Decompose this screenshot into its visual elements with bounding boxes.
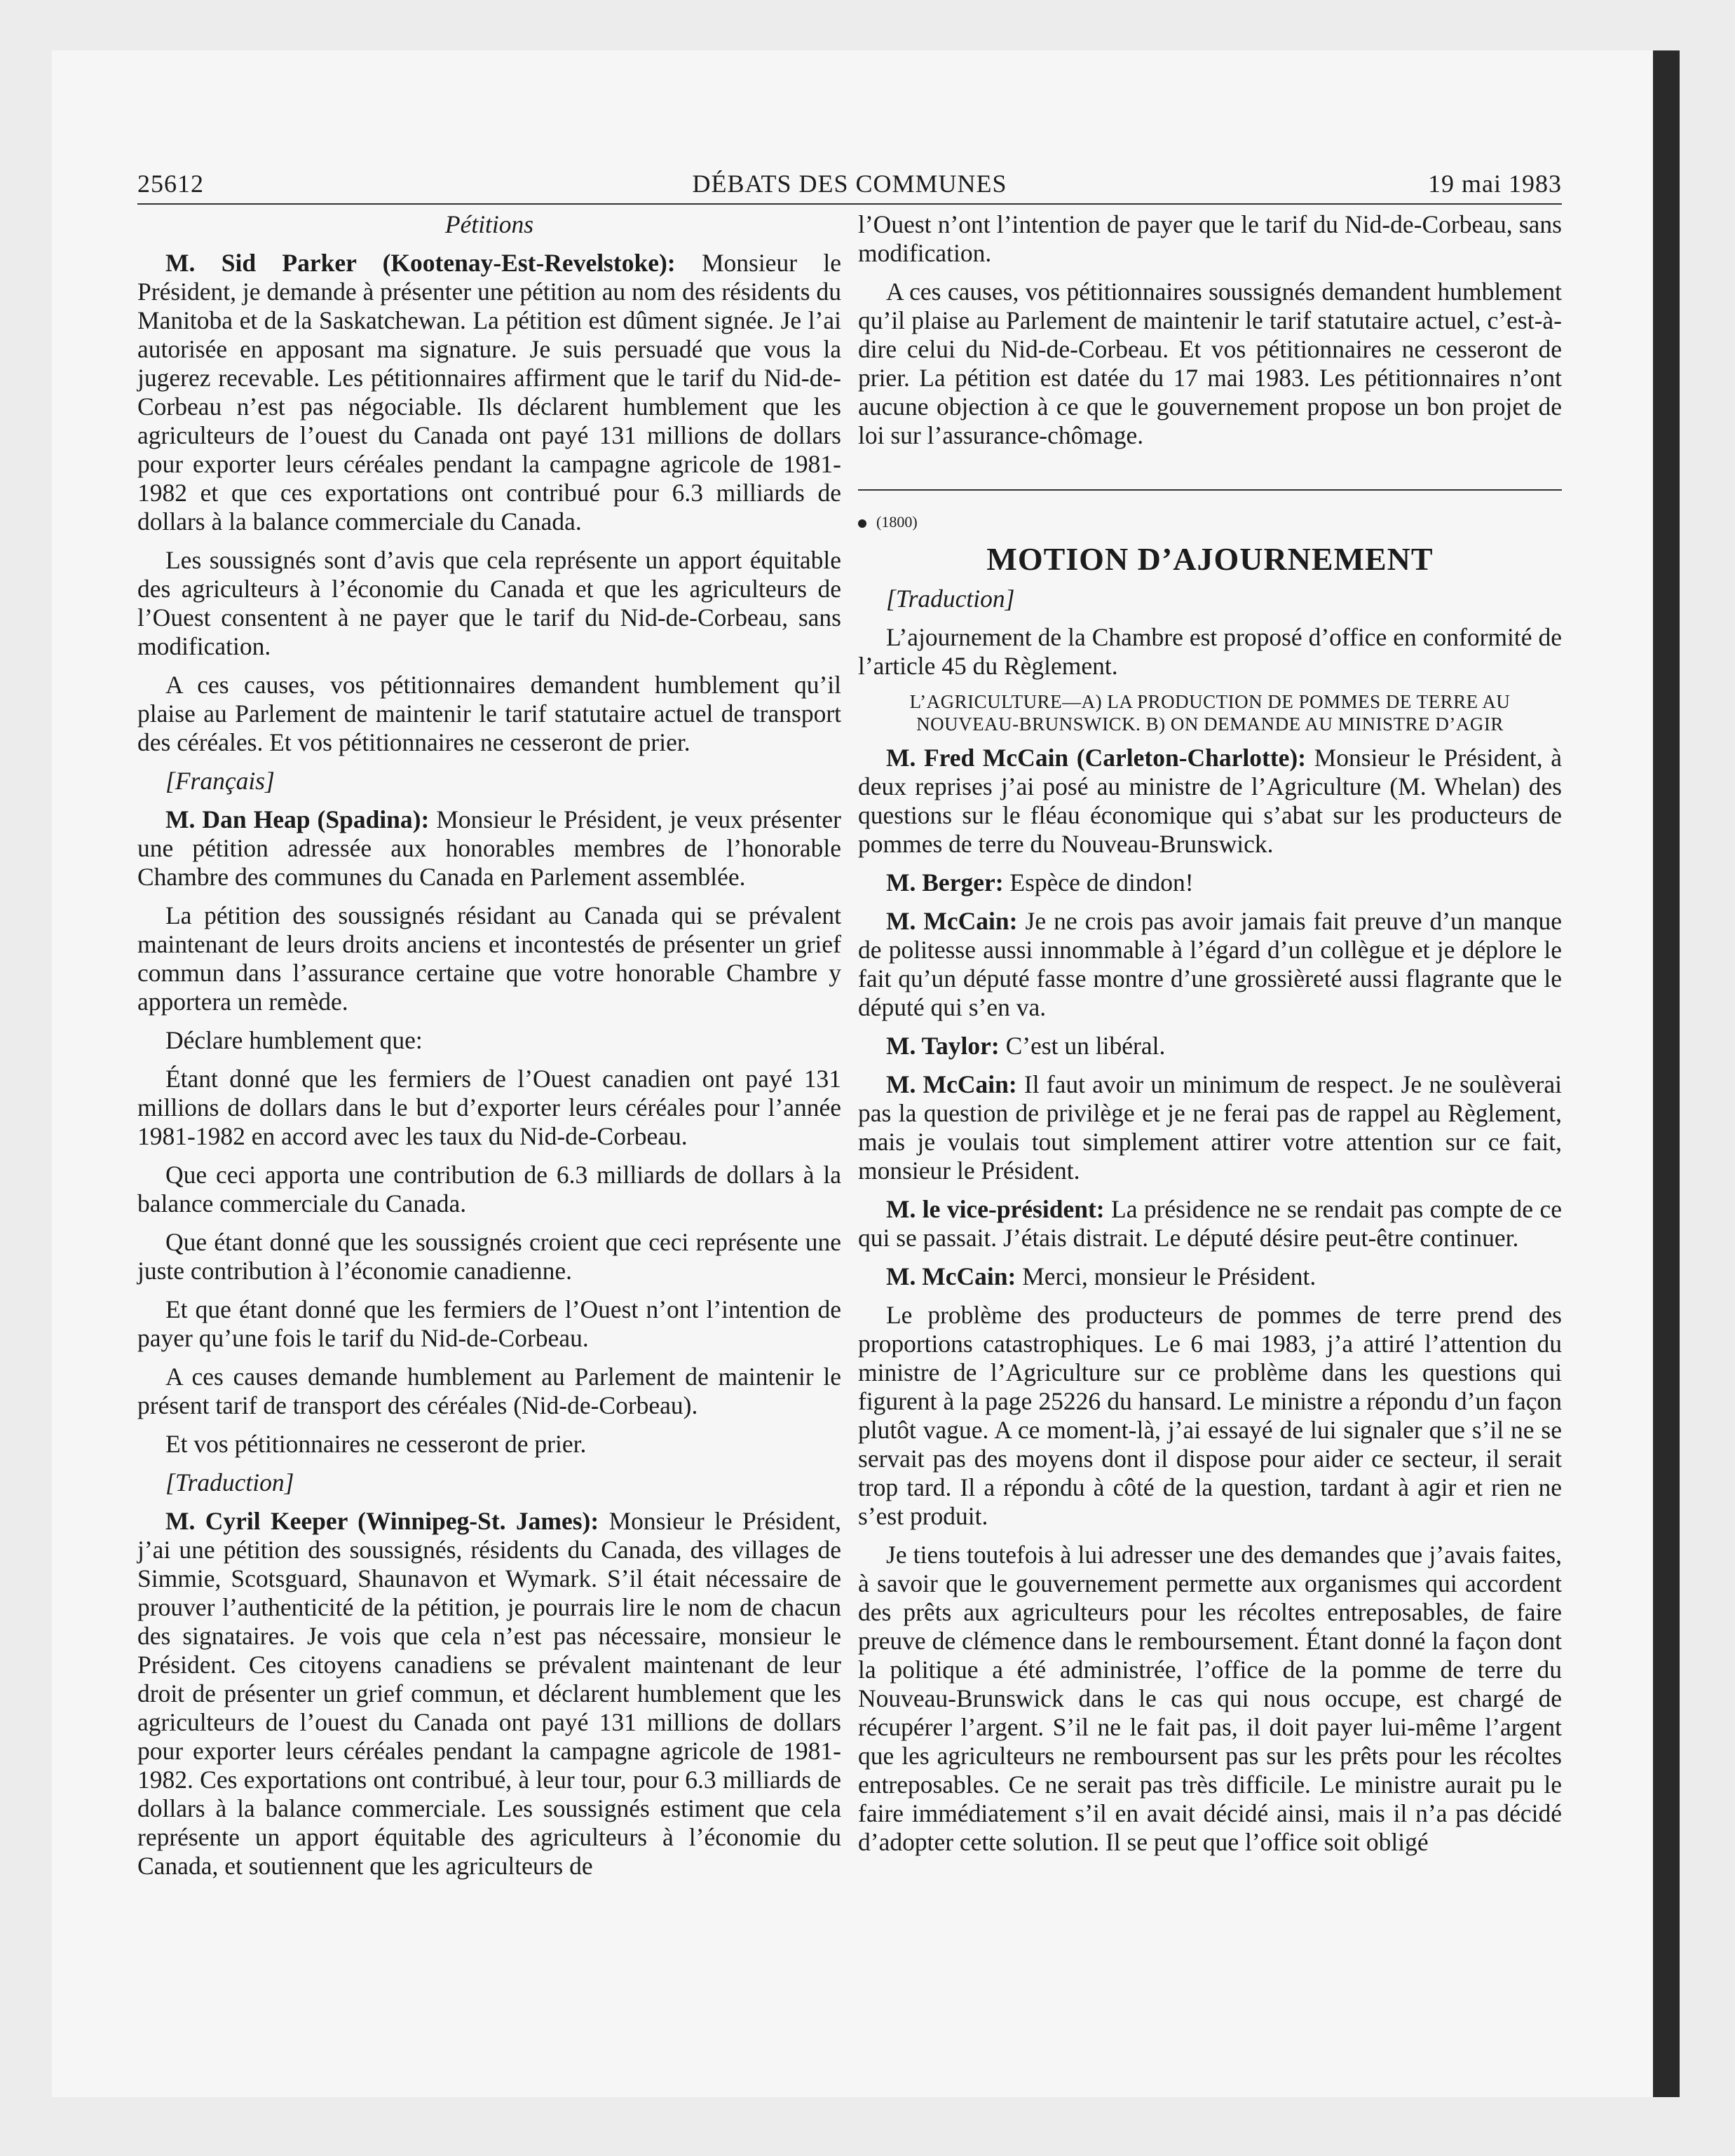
speech-text: Monsieur le Président, je veux présenter une pétition adressée aux honorables membres de l’honorable Chambre des communes du Canada en Parlement assemblée.: [137, 805, 841, 891]
paragraph: L’ajournement de la Chambre est proposé d’office en conformité de l’article 45 du Règlement.: [858, 623, 1562, 680]
section-rule: [858, 489, 1562, 491]
page-date: 19 mai 1983: [1428, 170, 1562, 198]
paragraph: Les soussignés sont d’avis que cela représente un apport équitable des agriculteurs à l’économie du Canada et que les agriculteurs de l’Ouest consentent à ne payer que le tarif du Nid-de-Corbeau, sans modification.: [137, 546, 841, 660]
publication-title: DÉBATS DES COMMUNES: [692, 170, 1007, 198]
paragraph: Et que étant donné que les fermiers de l’Ouest n’ont l’intention de payer qu’une fois le tarif du Nid-de-Corbeau.: [137, 1295, 841, 1352]
speech-text: Espèce de dindon!: [1003, 868, 1194, 896]
paragraph: A ces causes, vos pétitionnaires demandent humblement qu’il plaise au Parlement de maintenir le tarif statutaire actuel de transport des céréales. Et vos pétitionnaires ne cesseront de prier.: [137, 671, 841, 756]
speaker-name: M. Taylor:: [886, 1032, 1000, 1060]
paragraph: [858, 1070, 1562, 1185]
paragraph: Déclare humblement que:: [165, 1026, 423, 1054]
paragraph: [137, 1507, 841, 1881]
paragraph: l’Ouest n’ont l’intention de payer que le tarif du Nid-de-Corbeau, sans modification.: [858, 210, 1562, 267]
paragraph: Je tiens toutefois à lui adresser une des demandes que j’avais faites, à savoir que le gouvernement permette aux organismes qui accordent des prêts aux agriculteurs pour les récoltes entreposables, de faire preuve de clémence dans le remboursement. Étant donné la façon dont la politique a été administrée, l’office de la pomme de terre du Nouveau-Brunswick dans le cas qui nous occupe, est chargé de récupérer l’argent. S’il ne le fait pas, il doit payer lui-même l’argent que les agriculteurs ne remboursent pas sur les prêts pour les récoltes entreposables. Ce ne serait pas très difficile. Le ministre aurait pu le faire immédiatement s’il en avait décidé ainsi, mais il n’a pas décidé d’adopter cette solution. Il se peut que l’office soit obligé: [858, 1541, 1562, 1856]
speaker-name: M. Sid Parker (Kootenay-Est-Revelstoke):: [165, 249, 676, 277]
speech-text: La présidence ne se rendait pas compte de ce qui se passait. J’étais distrait. Le député désire peut-être continuer.: [858, 1195, 1562, 1252]
paragraph: Et vos pétitionnaires ne cesseront de prier.: [165, 1430, 587, 1458]
paragraph: A ces causes, vos pétitionnaires soussignés demandent humblement qu’il plaise au Parlement de maintenir le tarif statutaire actuel, c’est-à-dire celui du Nid-de-Corbeau. Et vos pétitionnaires ne cesseront de prier. La pétition est datée du 17 mai 1983. Les pétitionnaires n’ont aucune objection à ce que le gouvernement propose un bon projet de loi sur l’assurance-chômage.: [858, 278, 1562, 449]
paragraph: [858, 1262, 1562, 1291]
header-rule: [137, 203, 1562, 205]
paragraph: [858, 907, 1562, 1022]
paragraph: [858, 744, 1562, 859]
language-tag: [Traduction]: [886, 585, 1015, 613]
subject-heading: [858, 690, 1562, 735]
paragraph: La pétition des soussignés résidant au Canada qui se prévalent maintenant de leurs droits anciens et incontestés de présenter un grief commun dans l’assurance certaine que votre honorable Chambre y apportera un remède.: [137, 901, 841, 1016]
speaker-name: M. McCain:: [886, 907, 1018, 935]
section-heading: Pétitions: [444, 210, 534, 238]
paragraph: Que ceci apporta une contribution de 6.3 milliards de dollars à la balance commerciale du Canada.: [137, 1161, 841, 1217]
scan-edge-shadow: [1653, 50, 1680, 2097]
speaker-name: M. Cyril Keeper (Winnipeg-St. James):: [165, 1507, 599, 1535]
speech-text: Il faut avoir un minimum de respect. Je ne soulèverai pas la question de privilège et je ne ferai pas de rappel au Règlement, mais je voulais tout simplement attirer votre attention sur ce fait, monsieur le Président.: [858, 1070, 1562, 1185]
paragraph: A ces causes demande humblement au Parlement de maintenir le présent tarif de transport des céréales (Nid-de-Corbeau).: [137, 1363, 841, 1419]
paragraph: Que étant donné que les soussignés croient que ceci représente une juste contribution à l’économie canadienne.: [137, 1228, 841, 1285]
paragraph: [858, 1032, 1562, 1060]
speaker-name: M. McCain:: [886, 1262, 1016, 1290]
speech-text: Monsieur le Président, à deux reprises j’ai posé au ministre de l’Agriculture (M. Whelan) des questions sur le fléau économique qui s’abat sur les producteurs de pommes de terre du Nouveau-Brunswick.: [858, 744, 1562, 858]
paragraph: [137, 805, 841, 892]
page-number: 25612: [137, 170, 204, 198]
speech-text: Monsieur le Président, je demande à présenter une pétition au nom des résidents du Manitoba et de la Saskatchewan. La pétition est dûment signée. Je l’ai autorisée en apposant ma signature. Je suis persuadé que vous la jugerez recevable. Les pétitionnaires affirment que le tarif du Nid-de-Corbeau n’est pas négociable. Ils déclarent humblement que les agriculteurs de l’ouest du Canada ont payé 131 millions de dollars pour exporter leurs céréales pendant la campagne agricole de 1981-1982 et que ces exportations ont contribué pour 6.3 milliards de dollars à la balance commerciale du Canada.: [137, 249, 841, 535]
paragraph: [858, 868, 1562, 897]
language-tag: [Français]: [165, 767, 275, 795]
right-column: [858, 210, 1562, 1867]
speech-text: Je ne crois pas avoir jamais fait preuve d’un manque de politesse aussi innommable à l’égard d’un collègue et je déplore le fait qu’un député fasse montre d’une grossièreté aussi flagrante que le député qui s’en va.: [858, 907, 1562, 1021]
language-tag: [Traduction]: [165, 1468, 294, 1496]
paragraph: [137, 249, 841, 536]
speech-text: Merci, monsieur le Président.: [1016, 1262, 1316, 1290]
time-marker: [858, 512, 1562, 533]
speaker-name: M. Berger:: [886, 868, 1004, 896]
time-marker-text: (1800): [876, 513, 918, 531]
speaker-name: M. Dan Heap (Spadina):: [165, 805, 430, 833]
paragraph: [858, 1195, 1562, 1253]
speech-text: Monsieur le Président, j’ai une pétition des soussignés, résidents du Canada, des villages de Simmie, Scotsguard, Shaunavon et Wymark. S’il était nécessaire de prouver l’authenticité de la pétition, je pourrais lire le nom de chacun des signataires. Je vois que cela n’est pas nécessaire, monsieur le Président. Ces citoyens canadiens se prévalent maintenant de leur droit de présenter un grief commun, et déclarent humblement que les agriculteurs de l’ouest du Canada ont payé 131 millions de dollars pour exporter leurs céréales pendant la campagne agricole de 1981-1982. Ces exportations ont contribué, à leur tour, pour 6.3 milliards de dollars à la balance commerciale. Les soussignés estiment que cela représente un apport équitable des agriculteurs à l’économie du Canada, et soutiennent que les agriculteurs de: [137, 1507, 841, 1880]
speaker-name: M. McCain:: [886, 1070, 1017, 1098]
speaker-name: M. Fred McCain (Carleton-Charlotte):: [886, 744, 1307, 772]
speaker-name: M. le vice-président:: [886, 1195, 1105, 1223]
paragraph: Le problème des producteurs de pommes de terre prend des proportions catastrophiques. Le 6 mai 1983, j’a attiré l’attention du ministre de l’Agriculture sur ce problème dans les questions qui figurent à la page 25226 du hansard. Le ministre a répondu d’un façon plutôt vague. A ce moment-là, j’ai essayé de lui signaler que s’il ne se servait pas des moyens dont il dispose pour aider ce secteur, il serait trop tard. Il a répondu à côté de la question, tardant à agir et rien ne s’est produit.: [858, 1301, 1562, 1530]
left-column: [137, 210, 841, 1890]
motion-heading: MOTION D’AJOURNEMENT: [986, 541, 1434, 577]
speech-text: C’est un libéral.: [999, 1032, 1166, 1060]
subject-heading-line: NOUVEAU-BRUNSWICK. B) ON DEMANDE AU MINISTRE D’AGIR: [916, 714, 1504, 735]
subject-heading-line: L’AGRICULTURE—A) LA PRODUCTION DE POMMES DE TERRE AU: [909, 691, 1511, 712]
bullet-icon: [858, 519, 866, 528]
paragraph: Étant donné que les fermiers de l’Ouest canadien ont payé 131 millions de dollars dans le but d’exporter leurs céréales pour l’année 1981-1982 en accord avec les taux du Nid-de-Corbeau.: [137, 1065, 841, 1150]
page-header: [137, 165, 1562, 202]
